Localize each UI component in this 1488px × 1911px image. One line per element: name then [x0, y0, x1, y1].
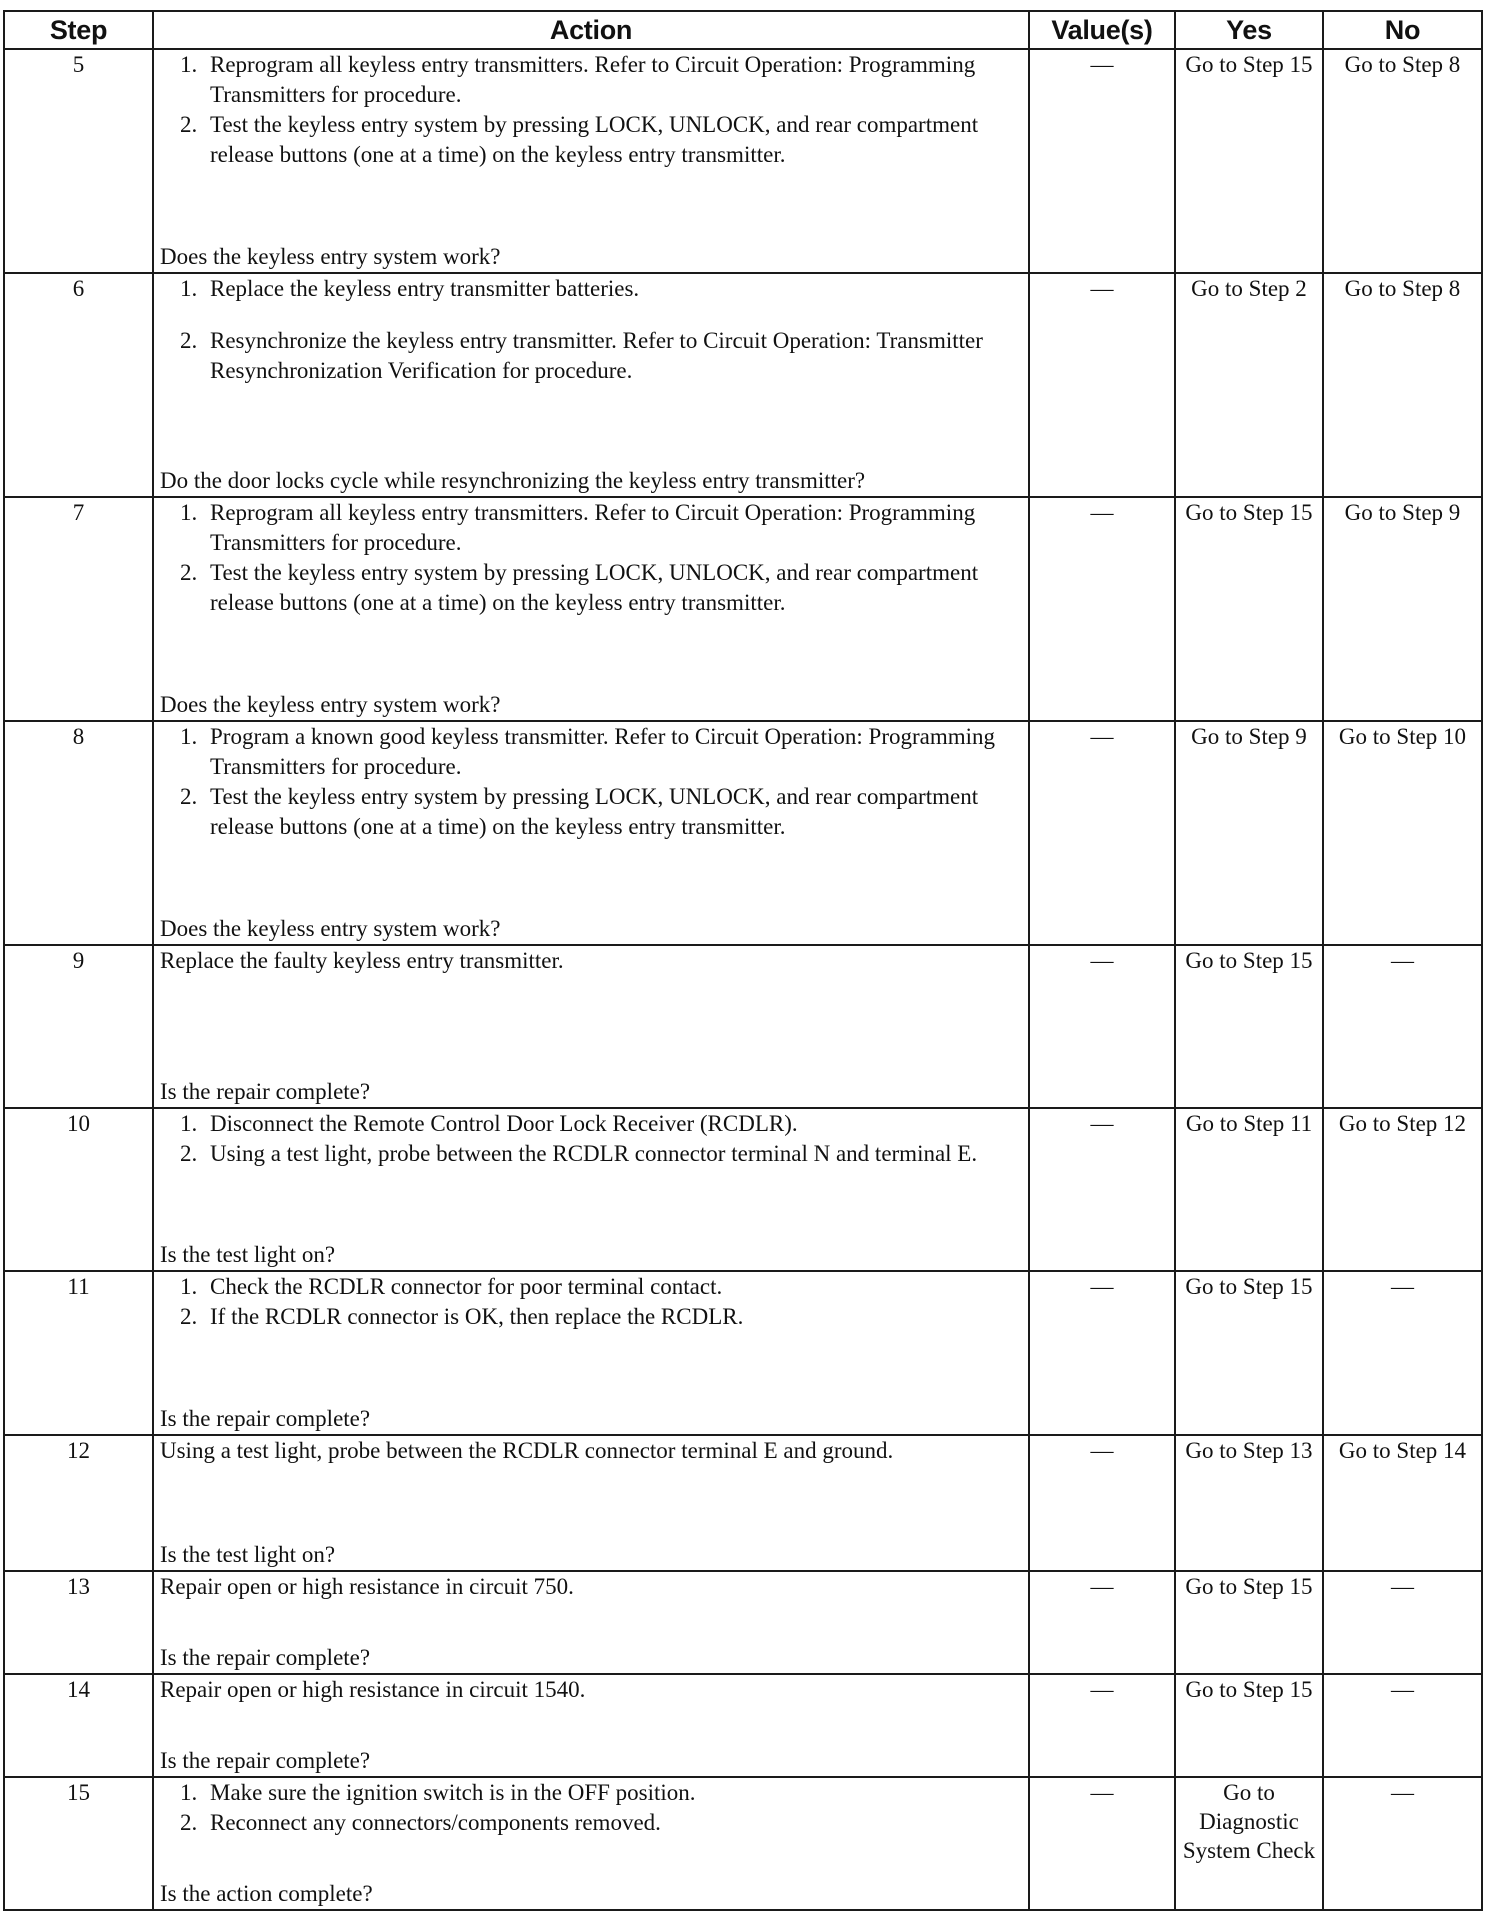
- action-content: [160, 1675, 1022, 1776]
- value-cell: —: [1029, 1571, 1175, 1674]
- question-text: Do the door locks cycle while resynchronizing the keyless entry transmitter?: [160, 468, 866, 493]
- instruction-list: [160, 498, 1022, 618]
- no-cell: —: [1323, 1271, 1482, 1435]
- instruction-text: If the RCDLR connector is OK, then replace the RCDLR.: [210, 1304, 744, 1329]
- step-number: 5: [4, 49, 153, 273]
- action-cell: [153, 1271, 1029, 1435]
- instruction-number: 2.: [180, 1141, 198, 1166]
- yes-cell: Go to Step 11: [1175, 1108, 1323, 1271]
- instruction-number: 2.: [180, 1304, 198, 1329]
- action-cell: [153, 1571, 1029, 1674]
- action-cell: [153, 49, 1029, 273]
- instruction-text: Make sure the ignition switch is in the OFF position.: [210, 1780, 696, 1805]
- value-cell: —: [1029, 49, 1175, 273]
- instruction-text: Using a test light, probe between the RCDLR connector terminal N and terminal E.: [210, 1141, 978, 1166]
- instruction-list: [160, 1109, 1022, 1169]
- instruction-text: Program a known good keyless transmitter. Refer to Circuit Operation: Programming Transmitters for procedure.: [210, 724, 996, 779]
- question-text: Is the test light on?: [160, 1542, 336, 1567]
- table-row: [4, 721, 1482, 945]
- action-content: [160, 1272, 1022, 1434]
- yes-cell: Go to Step 13: [1175, 1435, 1323, 1571]
- instruction-list: [160, 1778, 1022, 1838]
- diagnostic-table: [3, 10, 1483, 1911]
- no-cell: Go to Step 9: [1323, 497, 1482, 721]
- no-cell: —: [1323, 1674, 1482, 1777]
- step-number: 9: [4, 945, 153, 1108]
- action-text: Repair open or high resistance in circuit 1540.: [160, 1677, 586, 1702]
- yes-cell: Go to Step 15: [1175, 945, 1323, 1108]
- table-row: [4, 1674, 1482, 1777]
- instruction-item: [180, 1808, 1022, 1838]
- question-text: Is the repair complete?: [160, 1406, 371, 1431]
- action-cell: [153, 1108, 1029, 1271]
- table-row: [4, 273, 1482, 497]
- instruction-text: Reprogram all keyless entry transmitters. Refer to Circuit Operation: Programming Transmitters for procedure.: [210, 500, 976, 555]
- step-number: 7: [4, 497, 153, 721]
- instruction-number: 1.: [180, 276, 198, 301]
- action-instructions: [160, 1675, 1022, 1705]
- action-content: [160, 498, 1022, 720]
- table-header-row: [4, 11, 1482, 49]
- instruction-number: 1.: [180, 1780, 198, 1805]
- instruction-text: Replace the keyless entry transmitter batteries.: [210, 276, 640, 301]
- step-number: 11: [4, 1271, 153, 1435]
- instruction-list: [160, 274, 1022, 386]
- no-cell: Go to Step 8: [1323, 49, 1482, 273]
- instruction-item: [180, 558, 1022, 618]
- action-content: [160, 50, 1022, 272]
- step-number: 14: [4, 1674, 153, 1777]
- instruction-item: [180, 50, 1022, 110]
- instruction-item: [180, 1139, 1022, 1169]
- value-cell: —: [1029, 721, 1175, 945]
- no-cell: Go to Step 14: [1323, 1435, 1482, 1571]
- instruction-item: [180, 782, 1022, 842]
- instruction-text: Reprogram all keyless entry transmitters. Refer to Circuit Operation: Programming Transmitters for procedure.: [210, 52, 976, 107]
- yes-cell: Go to Step 9: [1175, 721, 1323, 945]
- step-number: 13: [4, 1571, 153, 1674]
- action-content: [160, 946, 1022, 1107]
- value-cell: —: [1029, 1674, 1175, 1777]
- table-row: [4, 1777, 1482, 1910]
- instruction-item: [180, 722, 1022, 782]
- instruction-number: 2.: [180, 112, 198, 137]
- action-content: [160, 722, 1022, 944]
- action-instructions: [160, 50, 1022, 170]
- no-cell: —: [1323, 1571, 1482, 1674]
- action-instructions: [160, 722, 1022, 842]
- action-cell: [153, 945, 1029, 1108]
- instruction-item: [180, 110, 1022, 170]
- step-number: 15: [4, 1777, 153, 1910]
- no-cell: Go to Step 8: [1323, 273, 1482, 497]
- action-cell: [153, 1777, 1029, 1910]
- yes-cell: Go to Diagnostic System Check: [1175, 1777, 1323, 1910]
- action-instructions: [160, 1572, 1022, 1602]
- step-number: 8: [4, 721, 153, 945]
- instruction-item: [180, 1272, 1022, 1302]
- instruction-text: Check the RCDLR connector for poor terminal contact.: [210, 1274, 723, 1299]
- yes-cell: Go to Step 15: [1175, 497, 1323, 721]
- instruction-item: [180, 274, 1022, 304]
- action-text: Using a test light, probe between the RCDLR connector terminal E and ground.: [160, 1438, 894, 1463]
- action-instructions: [160, 274, 1022, 386]
- step-number: 6: [4, 273, 153, 497]
- instruction-text: Disconnect the Remote Control Door Lock Receiver (RCDLR).: [210, 1111, 798, 1136]
- header-step: Step: [4, 11, 153, 49]
- question-text: Is the repair complete?: [160, 1645, 371, 1670]
- header-no: No: [1323, 11, 1482, 49]
- action-text: Replace the faulty keyless entry transmitter.: [160, 948, 564, 973]
- action-instructions: [160, 498, 1022, 618]
- question-text: Is the action complete?: [160, 1881, 373, 1906]
- instruction-number: 1.: [180, 500, 198, 525]
- instruction-number: 1.: [180, 1274, 198, 1299]
- instruction-text: Reconnect any connectors/components removed.: [210, 1810, 661, 1835]
- yes-cell: Go to Step 2: [1175, 273, 1323, 497]
- action-instructions: [160, 1272, 1022, 1332]
- value-cell: —: [1029, 1271, 1175, 1435]
- action-text: Repair open or high resistance in circuit 750.: [160, 1574, 574, 1599]
- no-cell: —: [1323, 945, 1482, 1108]
- action-instructions: [160, 946, 1022, 976]
- header-yes: Yes: [1175, 11, 1323, 49]
- table-body: [4, 49, 1482, 1910]
- instruction-list: [160, 722, 1022, 842]
- no-cell: Go to Step 12: [1323, 1108, 1482, 1271]
- instruction-number: 2.: [180, 1810, 198, 1835]
- instruction-text: Test the keyless entry system by pressing LOCK, UNLOCK, and rear compartment release buttons (one at a time) on the keyless entry transmitter.: [210, 784, 979, 839]
- instruction-number: 2.: [180, 328, 198, 353]
- action-content: [160, 274, 1022, 496]
- action-instructions: [160, 1778, 1022, 1838]
- no-cell: Go to Step 10: [1323, 721, 1482, 945]
- action-cell: [153, 497, 1029, 721]
- table-row: [4, 1571, 1482, 1674]
- table-row: [4, 497, 1482, 721]
- value-cell: —: [1029, 497, 1175, 721]
- instruction-text: Test the keyless entry system by pressing LOCK, UNLOCK, and rear compartment release buttons (one at a time) on the keyless entry transmitter.: [210, 560, 979, 615]
- instruction-number: 2.: [180, 784, 198, 809]
- action-content: [160, 1109, 1022, 1270]
- table-row: [4, 1108, 1482, 1271]
- question-text: Does the keyless entry system work?: [160, 916, 501, 941]
- table-row: [4, 49, 1482, 273]
- instruction-item: [180, 1302, 1022, 1332]
- action-instructions: [160, 1436, 1022, 1466]
- value-cell: —: [1029, 273, 1175, 497]
- header-values: Value(s): [1029, 11, 1175, 49]
- instruction-text: Resynchronize the keyless entry transmitter. Refer to Circuit Operation: Transmitter Resynchronization Verification for procedure.: [210, 328, 983, 383]
- yes-cell: Go to Step 15: [1175, 1571, 1323, 1674]
- action-cell: [153, 1435, 1029, 1571]
- instruction-number: 2.: [180, 560, 198, 585]
- instruction-number: 1.: [180, 52, 198, 77]
- action-cell: [153, 721, 1029, 945]
- question-text: Does the keyless entry system work?: [160, 692, 501, 717]
- value-cell: —: [1029, 1108, 1175, 1271]
- instruction-item: [180, 326, 1022, 386]
- yes-cell: Go to Step 15: [1175, 49, 1323, 273]
- table-row: [4, 1435, 1482, 1571]
- instruction-number: 1.: [180, 1111, 198, 1136]
- action-cell: [153, 1674, 1029, 1777]
- no-cell: —: [1323, 1777, 1482, 1910]
- action-instructions: [160, 1109, 1022, 1169]
- instruction-number: 1.: [180, 724, 198, 749]
- step-number: 12: [4, 1435, 153, 1571]
- question-text: Is the repair complete?: [160, 1079, 371, 1104]
- question-text: Is the test light on?: [160, 1242, 336, 1267]
- action-content: [160, 1572, 1022, 1673]
- action-content: [160, 1778, 1022, 1909]
- yes-cell: Go to Step 15: [1175, 1674, 1323, 1777]
- action-cell: [153, 273, 1029, 497]
- step-number: 10: [4, 1108, 153, 1271]
- value-cell: —: [1029, 1435, 1175, 1571]
- instruction-text: Test the keyless entry system by pressing LOCK, UNLOCK, and rear compartment release buttons (one at a time) on the keyless entry transmitter.: [210, 112, 979, 167]
- instruction-list: [160, 1272, 1022, 1332]
- value-cell: —: [1029, 1777, 1175, 1910]
- instruction-list: [160, 50, 1022, 170]
- table-row: [4, 1271, 1482, 1435]
- value-cell: —: [1029, 945, 1175, 1108]
- instruction-item: [180, 1109, 1022, 1139]
- question-text: Does the keyless entry system work?: [160, 244, 501, 269]
- instruction-item: [180, 1778, 1022, 1808]
- yes-cell: Go to Step 15: [1175, 1271, 1323, 1435]
- action-content: [160, 1436, 1022, 1570]
- header-action: Action: [153, 11, 1029, 49]
- question-text: Is the repair complete?: [160, 1748, 371, 1773]
- table-row: [4, 945, 1482, 1108]
- instruction-item: [180, 498, 1022, 558]
